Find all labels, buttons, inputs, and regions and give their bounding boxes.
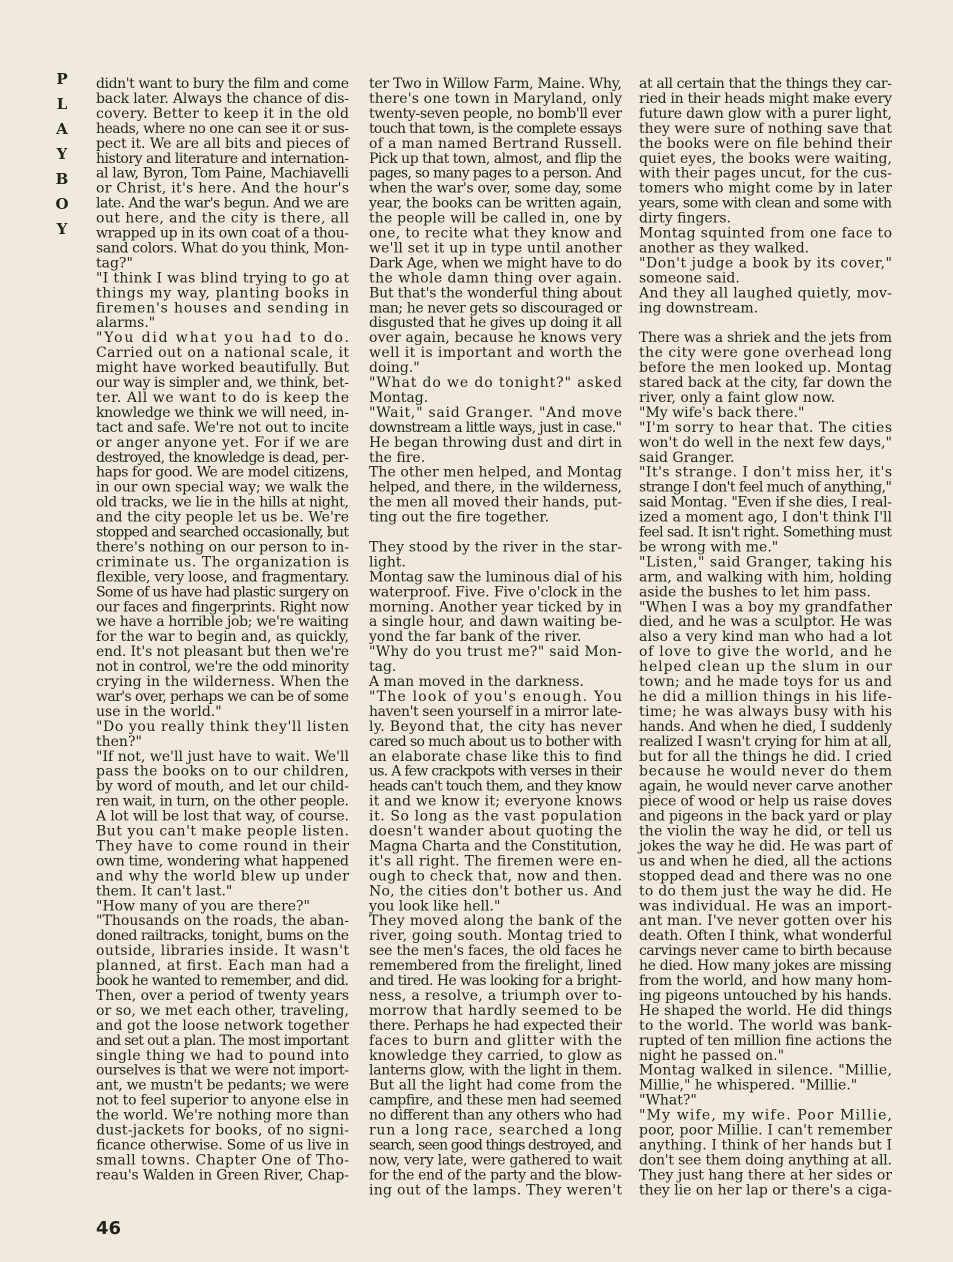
- text-line: hands. And when he died, I suddenly: [639, 718, 892, 735]
- text-line: knowledge they carried, to glow as: [369, 1047, 622, 1064]
- text-line: touch that town, is the complete essays: [369, 120, 622, 137]
- text-line: strange I don't feel much of anything,": [639, 479, 892, 496]
- text-line: or Christ, it's here. And the hour's: [96, 180, 349, 197]
- text-line: not to feel superior to anyone else in: [96, 1092, 349, 1109]
- text-line: our faces and fingerprints. Right now: [96, 599, 349, 616]
- text-line: late. And the war's begun. And we are: [96, 195, 349, 212]
- text-line: crying in the wilderness. When the: [96, 674, 349, 690]
- text-line: over again, because he knows very: [369, 330, 622, 347]
- text-line: faces to burn and glitter with the: [369, 1032, 622, 1049]
- text-line: They stood by the river in the star-: [369, 539, 622, 556]
- text-line: knowledge we think we will need, in-: [96, 404, 349, 421]
- text-line: and tired. He was looking for a bright-: [369, 973, 622, 989]
- text-line: A lot will be lost that way, of course.: [96, 808, 349, 825]
- text-line: he died. How many jokes are missing: [639, 958, 892, 975]
- text-line: us. A few crackpots with verses in their: [369, 763, 622, 780]
- text-line: the whole damn thing over again.: [369, 270, 622, 287]
- text-line: No, the cities don't bother us. And: [369, 883, 622, 900]
- text-line: dirty fingers.: [639, 210, 732, 227]
- text-line: well it is important and worth the: [369, 345, 622, 362]
- text-line: alarms.": [96, 315, 156, 332]
- text-line: the fire.: [369, 449, 426, 466]
- text-line: The other men helped, and Montag: [369, 464, 622, 481]
- text-line: heads, where no one can see it or sus-: [96, 120, 349, 137]
- text-line: one, to recite what they know and: [369, 225, 622, 242]
- text-line: twenty-seven people, no bomb'll ever: [369, 105, 622, 122]
- text-line: yond the far bank of the river.: [369, 629, 582, 646]
- text-line: run a long race, searched a long: [369, 1122, 622, 1139]
- text-line: and why the world blew up under: [96, 868, 349, 885]
- text-line: someone said.: [639, 270, 740, 287]
- text-line: it's all right. The firemen were en-: [369, 853, 622, 870]
- text-line: ant, we mustn't be pedants; we were: [96, 1077, 349, 1094]
- text-line: covery. Better to keep it in the old: [96, 105, 349, 122]
- text-line: because he would never do them: [639, 763, 892, 780]
- text-line: wrapped up in its own coat of a thou-: [96, 225, 349, 242]
- text-line: "Thousands on the roads, the aban-: [96, 913, 349, 930]
- text-line: waterproof. Five. Five o'clock in the: [369, 584, 622, 601]
- text-line: them. It can't last.": [96, 883, 233, 900]
- text-line: stopped and searched occasionally, but: [96, 524, 349, 541]
- text-line: things my way, planting books in: [96, 285, 349, 302]
- text-line: "I'm sorry to hear that. The cities: [639, 419, 892, 436]
- text-line: be wrong with me.": [639, 539, 779, 556]
- text-line: carvings never came to birth because: [639, 943, 892, 960]
- text-line: now, very late, were gathered to wait: [369, 1152, 622, 1169]
- text-line: when the war's over, some day, some: [369, 180, 622, 197]
- text-line: future dawn glow with a purer light,: [639, 105, 892, 122]
- text-line: use in the world.": [96, 703, 222, 720]
- text-line: small towns. Chapter One of Tho-: [96, 1152, 349, 1169]
- text-line: there's nothing on our person to in-: [96, 539, 349, 556]
- text-line: for the war to begin and, as quickly,: [96, 629, 349, 646]
- text-line: town; and he made toys for us and: [639, 674, 892, 690]
- text-line: an elaborate chase like this to find: [369, 748, 622, 765]
- text-line: Montag squinted from one face to: [639, 225, 892, 242]
- text-line: A man moved in the darkness.: [369, 674, 584, 690]
- text-line: poor, poor Millie. I can't remember: [639, 1122, 892, 1139]
- text-line: haps for good. We are model citizens,: [96, 464, 349, 481]
- text-line: ized a moment ago, I don't think I'll: [639, 509, 892, 526]
- text-line: Pick up that town, almost, and flip the: [369, 150, 622, 167]
- text-line: by word of mouth, and let our child-: [96, 778, 349, 795]
- text-line: rupted of ten million fine actions the: [639, 1032, 892, 1049]
- text-line: ant man. I've never gotten over his: [639, 913, 892, 930]
- text-line: But all the light had come from the: [369, 1077, 622, 1094]
- text-line: morrow that hardly seemed to be: [369, 1002, 622, 1019]
- text-line: lanterns glow, with the light in them.: [369, 1062, 622, 1079]
- text-line: we have a horrible job; we're waiting: [96, 614, 349, 631]
- text-line: outside, libraries inside. It wasn't: [96, 943, 349, 960]
- text-line: old tracks, we lie in the hills at night,: [96, 494, 349, 511]
- text-line: the world. We're nothing more than: [96, 1107, 349, 1124]
- text-line: and set out a plan. The most important: [96, 1032, 349, 1049]
- text-line: "If not, we'll just have to wait. We'll: [96, 748, 349, 765]
- text-line: we'll set it up in type until another: [369, 240, 622, 257]
- text-line: feel sad. It isn't right. Something must: [639, 524, 892, 541]
- text-line: He began throwing dust and dirt in: [369, 434, 622, 451]
- text-line: death. Often I think, what wonderful: [639, 928, 892, 945]
- text-line: firemen's houses and sending in: [96, 300, 349, 317]
- text-line: stared back at the city, far down the: [639, 375, 892, 391]
- text-line: the violin the way he did, or tell us: [639, 823, 892, 840]
- text-line: ren wait, in turn, on the other people.: [96, 793, 349, 810]
- text-line: "What?": [639, 1092, 697, 1109]
- text-line: won't do well in the next few days,": [639, 434, 892, 451]
- text-line: reau's Walden in Green River, Chap-: [96, 1167, 349, 1184]
- text-line: criminate us. The organization is: [96, 554, 349, 571]
- text-line: but for all the things he did. I cried: [639, 748, 892, 765]
- text-line: not in control, we're the odd minority: [96, 659, 349, 676]
- text-line: or anger anyone yet. For if we are: [96, 434, 349, 451]
- text-line: book he wanted to remember, and did.: [96, 973, 349, 989]
- text-line: a single hour, and dawn waiting be-: [369, 614, 622, 631]
- text-line: it and we know it; everyone knows: [369, 793, 622, 810]
- text-line: you look like hell.": [369, 898, 501, 915]
- text-line: remembered from the firelight, lined: [369, 958, 622, 975]
- text-line: "Don't judge a book by its cover,": [639, 255, 892, 272]
- text-line: pages, so many pages to a person. And: [369, 165, 622, 182]
- text-line: search, seen good things destroyed, and: [369, 1137, 622, 1154]
- text-line: realized I wasn't crying for him at all,: [639, 733, 892, 750]
- text-line: at all certain that the things they car-: [639, 76, 892, 92]
- text-line: But you can't make people listen.: [96, 823, 349, 840]
- text-line: night he passed on.": [639, 1047, 785, 1064]
- text-line: tact and safe. We're not out to incite: [96, 419, 349, 436]
- text-line: arm, and walking with him, holding: [639, 569, 892, 586]
- text-line: But that's the wonderful thing about: [369, 285, 622, 302]
- text-line: Carried out on a national scale, it: [96, 345, 349, 362]
- text-line: downstream a little ways, just in case.": [369, 419, 622, 436]
- text-line: back later. Always the chance of dis-: [96, 90, 349, 107]
- text-line: and the city people let us be. We're: [96, 509, 349, 526]
- text-line: again, he would never carve another: [639, 778, 892, 795]
- text-line: haven't seen yourself in a mirror late-: [369, 703, 622, 720]
- text-line: sand colors. What do you think, Mon-: [96, 240, 349, 257]
- text-line: he did a million things in his life-: [639, 688, 892, 705]
- text-line: it. So long as the vast population: [369, 808, 622, 825]
- text-line: ter. All we want to do is keep the: [96, 389, 349, 406]
- magazine-name-vertical: P L A Y B O Y: [55, 70, 69, 238]
- text-line: disgusted that he gives up doing it all: [369, 315, 622, 332]
- text-line: flexible, very loose, and fragmentary.: [96, 569, 350, 586]
- text-line: morning. Another year ticked by in: [369, 599, 622, 616]
- text-line: of a man named Bertrand Russell.: [369, 135, 622, 152]
- text-line: "Listen," said Granger, taking his: [639, 554, 892, 571]
- text-line: in our own special way; we walk the: [96, 479, 349, 496]
- text-line: to the world. The world was bank-: [639, 1017, 892, 1034]
- text-line: doesn't wander about quoting the: [369, 823, 622, 840]
- text-line: quiet eyes, the books were waiting,: [639, 150, 892, 167]
- text-line: end. It's not pleasant but then we're: [96, 644, 349, 661]
- text-line: aside the bushes to let him pass.: [639, 584, 871, 601]
- text-line: don't see them doing anything at all.: [639, 1152, 892, 1169]
- text-line: "It's strange. I don't miss her, it's: [639, 464, 892, 481]
- text-line: jokes the way he did. He was part of: [639, 838, 892, 855]
- text-line: died, and he was a sculptor. He was: [639, 614, 892, 631]
- text-line: said Granger.: [639, 449, 735, 466]
- text-line: "Why do you trust me?" said Mon-: [369, 644, 622, 661]
- text-line: Then, over a period of twenty years: [96, 987, 349, 1004]
- text-line: "Wait," said Granger. "And move: [369, 404, 622, 421]
- text-line: tag?": [96, 255, 133, 272]
- text-line: years, some with clean and some with: [639, 195, 892, 212]
- text-line: from the world, and how many hom-: [639, 973, 892, 989]
- text-line: ficance otherwise. Some of us live in: [96, 1137, 350, 1154]
- text-line: war's over, perhaps we can be of some: [96, 688, 349, 705]
- text-line: "My wife, my wife. Poor Millie,: [639, 1107, 892, 1124]
- text-line: the people will be called in, one by: [369, 210, 622, 227]
- text-line: with their pages uncut, for the cus-: [639, 165, 892, 182]
- text-line: to do them just the way he did. He: [639, 883, 892, 900]
- text-line: the books were on file behind their: [639, 135, 892, 152]
- text-line: tomers who might come by in later: [639, 180, 892, 197]
- text-line: before the men looked up. Montag: [639, 360, 892, 377]
- text-line: ried in their heads might make every: [639, 90, 892, 107]
- text-line: our way is simpler and, we think, bet-: [96, 375, 349, 391]
- text-line: Montag walked in silence. "Millie,: [639, 1062, 892, 1079]
- text-line: ter Two in Willow Farm, Maine. Why,: [369, 76, 622, 92]
- text-line: heads can't touch them, and they know: [369, 778, 622, 795]
- text-line: Montag.: [369, 389, 429, 406]
- text-line: they were sure of nothing save that: [639, 120, 892, 137]
- text-line: the men all moved their hands, put-: [369, 494, 622, 511]
- text-line: river, going south. Montag tried to: [369, 928, 622, 945]
- text-line: Magna Charta and the Constitution,: [369, 838, 622, 855]
- text-line: There was a shriek and the jets from: [639, 330, 892, 347]
- text-line: helped clean up the slum in our: [639, 659, 892, 676]
- text-line: doned railtracks, tonight, bums on the: [96, 928, 349, 945]
- text-line: there. Perhaps he had expected their: [369, 1017, 622, 1034]
- text-line: cared so much about us to bother with: [369, 733, 622, 750]
- text-line: history and literature and internation-: [96, 150, 349, 167]
- text-line: and got the loose network together: [96, 1017, 349, 1034]
- page-number: 46: [96, 1218, 122, 1239]
- text-line: ness, a resolve, a triumph over to-: [369, 987, 622, 1004]
- text-line: "What do we do tonight?" asked: [369, 375, 622, 391]
- text-line: ing out of the lamps. They weren't: [369, 1182, 622, 1199]
- text-line: He shaped the world. He did things: [639, 1002, 892, 1019]
- text-line: doing.": [369, 360, 420, 377]
- text-line: ing downstream.: [639, 300, 759, 317]
- text-line: or so, we met each other, traveling,: [96, 1002, 349, 1019]
- text-line: "Do you really think they'll listen: [96, 718, 349, 735]
- text-line: planned, at first. Each man had a: [96, 958, 349, 975]
- text-line: man; he never gets so discouraged or: [369, 300, 622, 317]
- text-line: year, the books can be written again,: [369, 195, 622, 212]
- text-line: for the end of the party and the blow-: [369, 1167, 622, 1184]
- text-line: might have worked beautifully. But: [96, 360, 349, 377]
- text-line: tag.: [369, 659, 397, 676]
- text-line: helped, and there, in the wilderness,: [369, 479, 622, 496]
- text-line: "How many of you are there?": [96, 898, 310, 915]
- text-line: dust-jackets for books, of no signi-: [96, 1122, 349, 1139]
- text-line: Dark Age, when we might have to do: [369, 255, 622, 272]
- text-line: they lie on her lap or there's a ciga-: [639, 1182, 892, 1199]
- text-line: Millie," he whispered. "Millie.": [639, 1077, 858, 1094]
- text-line: "I think I was blind trying to go at: [96, 270, 349, 287]
- text-line: Some of us have had plastic surgery on: [96, 584, 349, 601]
- text-line: of love to give the world, and he: [639, 644, 892, 661]
- text-line: own time, wondering what happened: [96, 853, 349, 870]
- text-line: no different than any others who had: [369, 1107, 622, 1124]
- text-line: see the men's faces, the old faces he: [369, 943, 622, 960]
- text-line: campfire, and these men had seemed: [369, 1092, 622, 1109]
- text-line: "When I was a boy my grandfather: [639, 599, 892, 616]
- text-line: then?": [96, 733, 142, 750]
- text-line: time; he was always busy with his: [639, 703, 892, 720]
- text-line: out here, and the city is there, all: [96, 210, 349, 227]
- text-line: us and when he died, all the actions: [639, 853, 892, 870]
- text-line: there's one town in Maryland, only: [369, 90, 622, 107]
- text-line: pass the books on to our children,: [96, 763, 349, 780]
- text-line: pect it. We are all bits and pieces of: [96, 135, 349, 152]
- text-line: the city were gone overhead long: [639, 345, 892, 362]
- text-line: ourselves is that we were not import-: [96, 1062, 349, 1079]
- text-line: and pigeons in the back yard or play: [639, 808, 892, 825]
- text-line: said Montag. "Even if she dies, I real-: [639, 494, 892, 511]
- text-line: "You did what you had to do.: [96, 330, 349, 347]
- text-line: al law, Byron, Tom Paine, Machiavelli: [96, 165, 349, 182]
- text-line: destroyed, the knowledge is dead, per-: [96, 449, 349, 466]
- text-line: also a very kind man who had a lot: [639, 629, 892, 646]
- text-line: stopped dead and there was no one: [639, 868, 892, 885]
- text-line: "The look of you's enough. You: [369, 688, 622, 705]
- text-line: They just hang there at her sides or: [639, 1167, 892, 1184]
- text-line: piece of wood or help us raise doves: [639, 793, 892, 810]
- text-line: was individual. He was an import-: [639, 898, 892, 915]
- text-column-1: [95, 76, 351, 1183]
- text-line: river, only a faint glow now.: [639, 389, 836, 406]
- text-line: anything. I think of her hands but I: [639, 1137, 892, 1154]
- text-line: "My wife's back there.": [639, 404, 805, 421]
- text-line: ing pigeons untouched by his hands.: [639, 987, 892, 1004]
- text-line: They have to come round in their: [96, 838, 349, 855]
- text-line: ly. Beyond that, the city has never: [369, 718, 622, 735]
- text-line: light.: [369, 554, 407, 571]
- text-line: They moved along the bank of the: [369, 913, 622, 930]
- text-line: ough to check that, now and then.: [369, 868, 622, 885]
- text-line: Montag saw the luminous dial of his: [369, 569, 622, 586]
- text-line: And they all laughed quietly, mov-: [639, 285, 892, 302]
- text-line: ting out the fire together.: [369, 509, 550, 526]
- text-line: didn't want to bury the film and come: [96, 76, 349, 92]
- text-line: single thing we had to pound into: [96, 1047, 349, 1064]
- text-line: another as they walked.: [639, 240, 810, 257]
